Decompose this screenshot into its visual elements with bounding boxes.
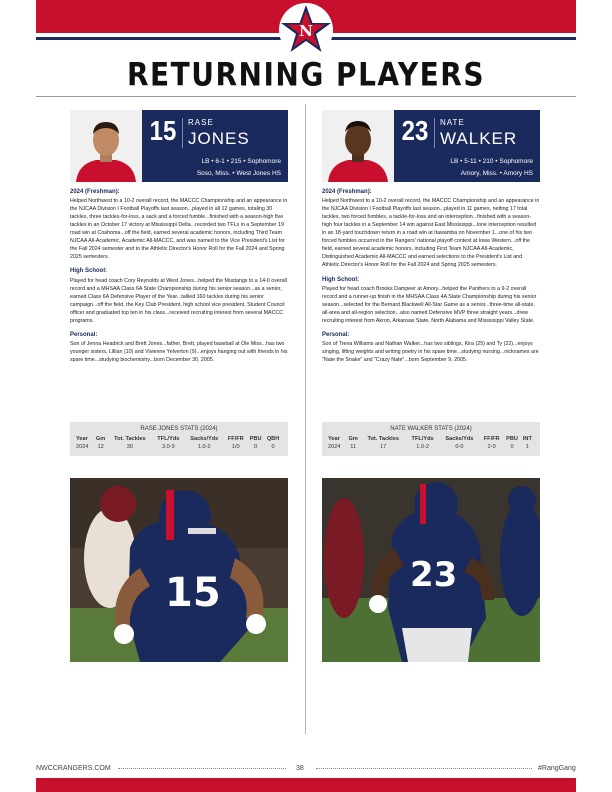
action-photo bbox=[322, 478, 540, 662]
stats-header: PBU bbox=[506, 436, 518, 442]
page-title: RETURNING PLAYERS bbox=[126, 55, 486, 94]
rangers-star-logo bbox=[278, 2, 334, 58]
section-title: High School: bbox=[322, 276, 359, 283]
stats-header: TFL/Yds bbox=[157, 436, 180, 442]
svg-text:23: 23 bbox=[410, 555, 458, 595]
bio-hometown-line: Soso, Miss. • West Jones HS bbox=[196, 170, 281, 177]
jersey-number: 15 bbox=[149, 115, 177, 147]
bio-hometown-line: Amory, Miss. • Amory HS bbox=[460, 170, 533, 177]
section-text: Helped Northwest to a 10-2 overall record, the MACCC Championship and an appearance in the NJCAA Division I Football Playoffs last season...played in 11 games, netting 17 total tackles, two forced fumbles, a tackle-for-loss and an interception...finished with a season-high four tackles in a September 14 win against East Mississippi...lone interception resulted in an 18-yard touchdown return in a road win at Itawamba on November 1...one of his two forced fumbles occurred in the Rangers' national playoff contest at Iowa Western...off the field, earned several academic honors, including First Team NJCAA All-Academic, Distinguished Academic All-MACCC and earned selections to the President's List and Athletic Director's Honor Roll for the Fall 2024 and Spring 2025 semesters. bbox=[322, 198, 540, 269]
svg-text:15: 15 bbox=[165, 570, 221, 616]
stats-cell: 1.0-2 bbox=[197, 444, 211, 450]
section-title: Personal: bbox=[322, 331, 350, 338]
page-number: 38 bbox=[296, 765, 304, 772]
stats-header: Year bbox=[328, 436, 340, 442]
section-title: 2024 (Freshman): bbox=[70, 189, 120, 195]
stats-header: QBH bbox=[266, 436, 280, 442]
stats-header: Tot. Tackles bbox=[114, 436, 146, 442]
jersey-number: 23 bbox=[401, 115, 429, 147]
title-rule bbox=[36, 96, 576, 97]
stats-row bbox=[328, 443, 534, 451]
stats-title: RASE JONES STATS (2024) bbox=[140, 426, 218, 432]
stats-cell: 2024 bbox=[328, 444, 341, 450]
bio-position-line: LB • 6-1 • 215 • Sophomore bbox=[201, 158, 281, 165]
footer-dotted-rule bbox=[118, 768, 286, 769]
footer-site: NWCCRANGERS.COM bbox=[36, 765, 111, 772]
player-header bbox=[322, 110, 540, 182]
section-text: Played for head coach Brooks Dampeer at Amory...helped the Panthers to a 9-2 overall record and a runner-up finish in the MHSAA Class 4A State Championship during his senior season...selected for the Bernard Blackwell All-Star Game as a senior...three-time all-state, all-area and all-region selection...also named Defensive MVP three straight years...drew recruiting interest from Akron, Arkansas State, North Alabama and Mississippi Valley State. bbox=[322, 285, 537, 324]
footer-hashtag: #RangGang bbox=[538, 765, 576, 772]
stats-cell: 0 bbox=[254, 444, 258, 450]
player-card-rase-jones bbox=[70, 110, 288, 616]
player-headshot bbox=[70, 110, 142, 182]
first-name: RASE bbox=[188, 118, 214, 127]
action-photo bbox=[70, 478, 288, 662]
stats-cell: 0 bbox=[510, 444, 514, 450]
stats-cell: 17 bbox=[380, 444, 387, 450]
stats-table bbox=[76, 435, 282, 451]
stats-header: Gm bbox=[95, 436, 106, 442]
bottom-red-bar bbox=[36, 778, 576, 792]
section-text: Son of Trena Williams and Nathan Walker...has two siblings, Kira (25) and Ty (22)...enjoys singing, lifting weights and writing poetry in his spare time...studying nursing...nicknames are "Nate the Snake" and "Crazy Nate"...born September 9, 2005. bbox=[322, 340, 539, 364]
stats-header: Tot. Tackles bbox=[367, 436, 399, 442]
stats-box bbox=[70, 422, 288, 456]
stats-cell: 3.0-9 bbox=[161, 444, 175, 450]
player-bio-text bbox=[70, 188, 288, 364]
player-card-nate-walker bbox=[322, 110, 540, 595]
stats-cell: 0-0 bbox=[455, 444, 464, 450]
stats-cell: 1.0-2 bbox=[416, 444, 429, 450]
stats-header: FF/FR bbox=[227, 436, 244, 442]
bio-position-line: LB • 5-11 • 210 • Sophomore bbox=[450, 158, 533, 165]
last-name: WALKER bbox=[440, 129, 518, 148]
stats-cell: 2-0 bbox=[487, 444, 496, 450]
number-divider bbox=[434, 118, 435, 148]
stats-box bbox=[322, 422, 540, 456]
stats-header: Sacks/Yds bbox=[190, 436, 219, 442]
stats-header: Gm bbox=[348, 436, 358, 442]
stats-header: TFL/Yds bbox=[411, 436, 434, 442]
stats-title: NATE WALKER STATS (2024) bbox=[390, 426, 472, 432]
stats-header: Sacks/Yds bbox=[445, 436, 474, 442]
stats-row bbox=[76, 443, 282, 451]
section-title: High School: bbox=[70, 268, 107, 275]
stats-cell: 11 bbox=[350, 444, 357, 450]
stats-cell: 0 bbox=[271, 444, 275, 450]
stats-cell: 1 bbox=[525, 444, 529, 450]
last-name: JONES bbox=[188, 129, 250, 148]
player-header bbox=[70, 110, 288, 182]
section-title: 2024 (Freshman): bbox=[322, 189, 372, 195]
first-name: NATE bbox=[440, 118, 465, 127]
stats-header: PBU bbox=[249, 436, 262, 442]
stats-header: FF/FR bbox=[483, 436, 500, 442]
player-headshot bbox=[322, 110, 394, 182]
stats-cell: 2024 bbox=[76, 444, 89, 450]
section-text: Played for head coach Cory Reynolds at West Jones...helped the Mustangs to a 14-0 overall record and a MHSAA Class 6A State Championship during his senior season...as a senior, earned Class 6A Defensive Player of the Year...tallied 160 tackles during his senior campaign...off the field, the Key Club President, high school vice president, Student Council officer and graduated top ten in his class...received recruiting interest from several MACCC programs. bbox=[70, 277, 287, 324]
stats-cell: 12 bbox=[97, 444, 104, 450]
stats-cell: 1/0 bbox=[231, 444, 240, 450]
stats-table bbox=[328, 435, 534, 451]
stats-cell: 30 bbox=[126, 444, 133, 450]
stats-header: Year bbox=[76, 436, 88, 442]
player-bio-text bbox=[322, 188, 540, 364]
column-divider bbox=[305, 104, 306, 734]
stats-header: INT bbox=[522, 436, 532, 442]
svg-text:N: N bbox=[299, 22, 313, 40]
section-text: Helped Northwest to a 10-2 overall record, the MACCC Championship and an appearance in the NJCAA Division I Football Playoffs last season...played in all 12 games, totaling 30 tackles, three tackles-for-loss, a sack and a forced fumble...finished with a season-high five tackles in an October 17 victory at Mississippi Delta...recorded two TFLs in a September 19 road win at Coahoma...off the field, earned several academic honors, including Third Team NJCAA All-Academic, Academic All-MACCC, and was named to the Vice President's List for the Fall 2024 semester and to the Athletic Director's Honor Roll for the Fall 2024 and Spring 2025 semesters. bbox=[70, 198, 288, 261]
section-title: Personal: bbox=[70, 331, 98, 338]
footer-dotted-rule bbox=[316, 768, 532, 769]
number-divider bbox=[182, 118, 183, 148]
section-text: Son of Jenna Headrick and Brett Jones...father, Brett, played baseball at Ole Miss...has two younger sisters, Lillian (10) and Vivienne Yelverton (9)...enjoys hanging out with friends in his spare time...studying biochemistry...born December 30, 2005. bbox=[70, 340, 288, 364]
